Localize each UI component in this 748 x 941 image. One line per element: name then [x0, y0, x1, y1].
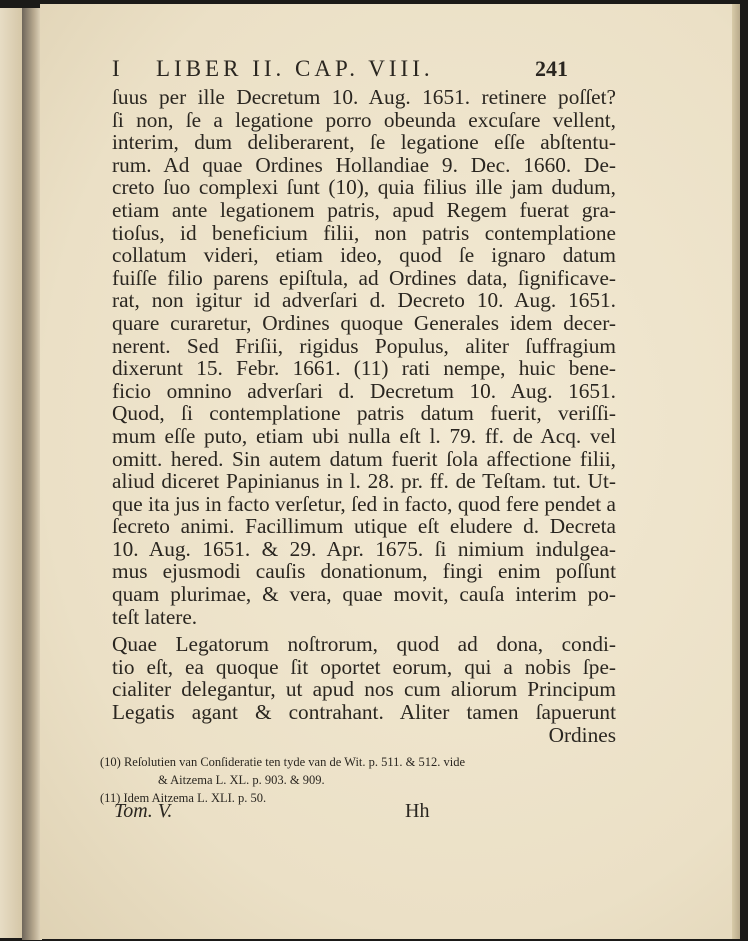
volume-signature: Tom. V. [114, 800, 173, 822]
book-gutter [22, 8, 42, 940]
main-text [112, 86, 616, 746]
text-line: ficio omnino adverſari d. Decretum 10. Aug. 1651. [112, 378, 616, 403]
page-edge [732, 4, 740, 939]
facing-page-edge [0, 8, 23, 938]
gathering-mark: Hh [405, 800, 430, 822]
text-line: que ita jus in facto verſetur, ſed in facto, quod fere pendet a [112, 491, 616, 516]
text-line: dixerunt 15. Febr. 1661. (11) rati nempe, huic bene- [112, 356, 616, 381]
text-line: ſi non, ſe a legatione porro obeunda excuſare vellent, [112, 107, 616, 132]
text-line: mus ejusmodi cauſis donationum, fingi enim poſſunt [112, 559, 616, 584]
running-head-title: LIBER II. CAP. VIII. [156, 56, 434, 81]
text-line: fuiſſe filio parens epiſtula, ad Ordines data, ſignificave- [112, 265, 616, 290]
text-line: cialiter delegantur, ut apud nos cum aliorum Principum [112, 677, 616, 702]
text-line: interim, dum deliberarent, ſe legatione eſſe abſtentu- [112, 130, 616, 155]
text-line: collatum videri, etiam ideo, quod ſe ignaro datum [112, 243, 616, 268]
text-line: etiam ante legationem patris, apud Regem fuerat gra- [112, 197, 616, 222]
catchword: Ordines [548, 722, 616, 747]
text-line: 10. Aug. 1651. & 29. Apr. 1675. ſi nimium indulgea- [112, 536, 616, 561]
running-head-ornament: I [112, 56, 124, 81]
book-page [40, 4, 740, 939]
text-line: quam plurimae, & vera, quae movit, cauſa interim po- [112, 582, 616, 607]
text-line: Legatis agant & contrahant. Aliter tamen ſapuerunt [112, 700, 616, 725]
text-line: rat, non igitur id adverſari d. Decreto 10. Aug. 1651. [112, 288, 616, 313]
text-line: Quae Legatorum noſtrorum, quod ad dona, condi- [112, 632, 616, 657]
text-line: rum. Ad quae Ordines Hollandiae 9. Dec. 1660. De- [112, 152, 616, 177]
text-line: nerent. Sed Friſii, rigidus Populus, aliter ſuffragium [112, 333, 616, 358]
text-line: tioſus, id beneficium filii, non patris contemplatione [112, 220, 616, 245]
footnotes [100, 753, 620, 807]
page-number: 241 [535, 56, 568, 81]
text-line: ſecreto animi. Facillimum utique eſt eludere d. Decreta [112, 514, 616, 539]
footnote: (11) Idem Aitzema L. XLI. p. 50. [100, 791, 267, 805]
footnote: (10) Reſolutien van Conſideratie ten tyde van de Wit. p. 511. & 512. vide [100, 755, 466, 769]
text-line: mum eſſe puto, etiam ubi nulla eſt l. 79. ff. de Acq. vel [112, 423, 616, 448]
text-line: aliud diceret Papinianus in l. 28. pr. ff. de Teſtam. tut. Ut- [112, 469, 616, 494]
text-line: teſt latere. [112, 604, 198, 629]
text-line: creto ſuo complexi ſunt (10), quia filius ille jam dudum, [112, 175, 616, 200]
text-line: omitt. hered. Sin autem datum fuerit ſola affectione filii, [112, 446, 616, 471]
text-line: tio eſt, ea quoque ſit oportet eorum, qui a nobis ſpe- [112, 654, 616, 679]
footnote: & Aitzema L. XL. p. 903. & 909. [158, 773, 325, 787]
text-line: ſuus per ille Decretum 10. Aug. 1651. retinere poſſet? [112, 85, 616, 109]
text-line: quare curaretur, Ordines quoque Generales idem decer- [112, 310, 616, 335]
text-line: Quod, ſi contemplatione patris datum fuerit, veriſſi- [112, 401, 616, 426]
